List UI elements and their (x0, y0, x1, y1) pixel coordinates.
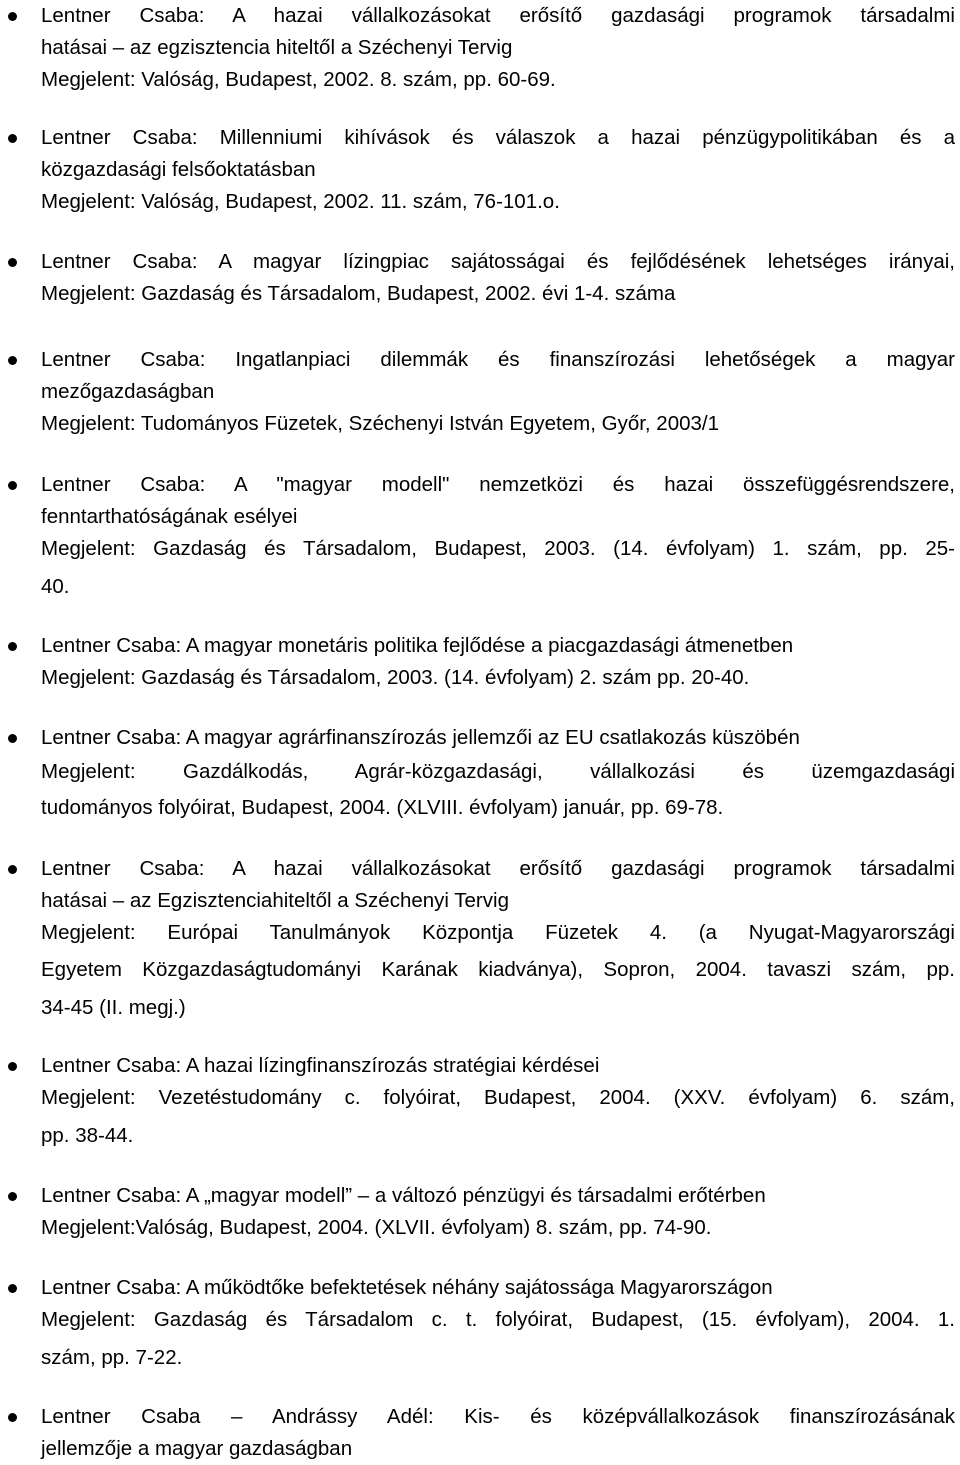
entry-line: Egyetem Közgazdaságtudományi Karának kiadványa), Sopron, 2004. tavaszi szám, pp. (41, 958, 955, 981)
bullet-icon (8, 1413, 17, 1422)
entry-line: 40. (41, 575, 70, 598)
bullet-icon (8, 1192, 17, 1201)
entry-line: Lentner Csaba – Andrássy Adél: Kis- és középvállalkozások finanszírozásának (41, 1405, 955, 1428)
entry-line: pp. 38-44. (41, 1124, 134, 1147)
entry-line: 34-45 (II. megj.) (41, 996, 186, 1019)
bullet-icon (8, 642, 17, 651)
entry-line: Lentner Csaba: A „magyar modell” – a változó pénzügyi és társadalmi erőtérben (41, 1184, 766, 1207)
entry-line: hatásai – az egzisztencia hiteltől a Széchenyi Tervig (41, 36, 513, 59)
entry-line: Megjelent: Gazdaság és Társadalom, Budapest, 2002. évi 1-4. száma (41, 282, 676, 305)
entry-line: tudományos folyóirat, Budapest, 2004. (XLVIII. évfolyam) január, pp. 69-78. (41, 796, 724, 819)
entry-line: közgazdasági felsőoktatásban (41, 158, 316, 181)
bullet-icon (8, 865, 17, 874)
bullet-icon (8, 1062, 17, 1071)
entry-line: szám, pp. 7-22. (41, 1346, 183, 1369)
bullet-icon (8, 356, 17, 365)
entry-line: Lentner Csaba: A hazai vállalkozásokat erősítő gazdasági programok társadalmi (41, 857, 955, 880)
entry-line: Lentner Csaba: A magyar lízingpiac sajátosságai és fejlődésének lehetséges irányai, (41, 250, 955, 273)
bullet-icon (8, 134, 17, 143)
entry-line: Megjelent: Valóság, Budapest, 2002. 11. szám, 76-101.o. (41, 190, 560, 213)
bullet-icon (8, 481, 17, 490)
entry-line: Megjelent: Valóság, Budapest, 2002. 8. szám, pp. 60-69. (41, 68, 556, 91)
entry-line: Megjelent: Gazdaság és Társadalom c. t. folyóirat, Budapest, (15. évfolyam), 2004. 1. (41, 1308, 955, 1331)
entry-line: Lentner Csaba: A "magyar modell" nemzetközi és hazai összefüggésrendszere, (41, 473, 955, 496)
entry-line: Lentner Csaba: Millenniumi kihívások és válaszok a hazai pénzügypolitikában és a (41, 126, 955, 149)
entry-line: Lentner Csaba: A magyar monetáris politika fejlődése a piacgazdasági átmenetben (41, 634, 794, 657)
entry-line: mezőgazdaságban (41, 380, 215, 403)
entry-line: fenntarthatóságának esélyei (41, 505, 298, 528)
bullet-icon (8, 258, 17, 267)
entry-line: Megjelent: Európai Tanulmányok Központja Füzetek 4. (a Nyugat-Magyarországi (41, 921, 955, 944)
bullet-icon (8, 734, 17, 743)
entry-line: hatásai – az Egzisztenciahiteltől a Széchenyi Tervig (41, 889, 509, 912)
entry-line: jellemzője a magyar gazdaságban (41, 1437, 353, 1460)
entry-line: Lentner Csaba: A működtőke befektetések néhány sajátossága Magyarországon (41, 1276, 773, 1299)
entry-line: Lentner Csaba: A hazai vállalkozásokat erősítő gazdasági programok társadalmi (41, 4, 955, 27)
entry-line: Lentner Csaba: A hazai lízingfinanszírozás stratégiai kérdései (41, 1054, 600, 1077)
entry-line: Megjelent: Gazdálkodás, Agrár-közgazdasági, vállalkozási és üzemgazdasági (41, 760, 955, 783)
entry-line: Megjelent:Valóság, Budapest, 2004. (XLVII. évfolyam) 8. szám, pp. 74-90. (41, 1216, 712, 1239)
entry-line: Lentner Csaba: A magyar agrárfinanszírozás jellemzői az EU csatlakozás küszöbén (41, 726, 800, 749)
bullet-icon (8, 12, 17, 21)
entry-line: Megjelent: Vezetéstudomány c. folyóirat, Budapest, 2004. (XXV. évfolyam) 6. szám, (41, 1086, 955, 1109)
entry-line: Lentner Csaba: Ingatlanpiaci dilemmák és finanszírozási lehetőségek a magyar (41, 348, 955, 371)
entry-line: Megjelent: Gazdaság és Társadalom, 2003. (14. évfolyam) 2. szám pp. 20-40. (41, 666, 750, 689)
bullet-icon (8, 1284, 17, 1293)
entry-line: Megjelent: Gazdaság és Társadalom, Budapest, 2003. (14. évfolyam) 1. szám, pp. 25- (41, 537, 955, 560)
entry-line: Megjelent: Tudományos Füzetek, Széchenyi István Egyetem, Győr, 2003/1 (41, 412, 720, 435)
